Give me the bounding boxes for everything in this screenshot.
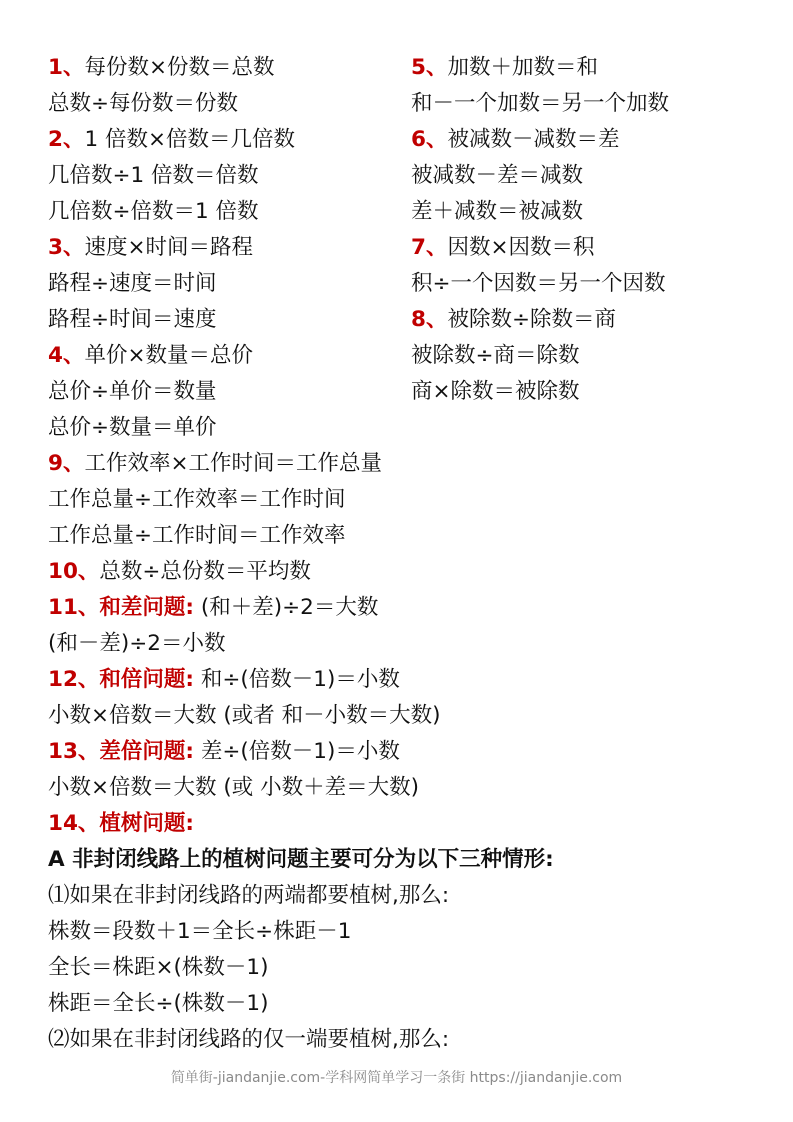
formula-line bbox=[411, 230, 594, 266]
problem-type-label: 植树问题: bbox=[99, 811, 195, 836]
formula-line bbox=[48, 122, 295, 158]
formula-line bbox=[48, 770, 419, 806]
formula-line bbox=[48, 374, 217, 410]
formula-line bbox=[48, 266, 217, 302]
formula-text: 被减数－减数＝差 bbox=[447, 127, 620, 152]
formula-line bbox=[48, 410, 217, 446]
formula-text: 差＋减数＝被减数 bbox=[411, 199, 584, 224]
item-number: 4、 bbox=[48, 343, 85, 368]
formula-line bbox=[48, 914, 351, 950]
formula-text: (和－差)÷2＝小数 bbox=[48, 631, 226, 656]
formula-line bbox=[48, 194, 259, 230]
formula-line bbox=[48, 338, 253, 374]
formula-line bbox=[48, 1022, 449, 1058]
formula-line bbox=[411, 158, 583, 194]
item-number: 12、 bbox=[48, 667, 100, 692]
formula-line bbox=[48, 446, 382, 482]
formula-line bbox=[48, 158, 259, 194]
formula-text: 小数×倍数＝大数 (或者 和－小数＝大数) bbox=[48, 703, 441, 728]
formula-text: 加数＋加数＝和 bbox=[447, 55, 598, 80]
item-number: 1、 bbox=[48, 55, 85, 80]
formula-text: 小数×倍数＝大数 (或 小数＋差＝大数) bbox=[48, 775, 419, 800]
formula-text: 路程÷速度＝时间 bbox=[48, 271, 217, 296]
problem-type-label: 差倍问题: bbox=[99, 739, 195, 764]
formula-text: 几倍数÷1 倍数＝倍数 bbox=[48, 163, 259, 188]
formula-text: 1 倍数×倍数＝几倍数 bbox=[84, 127, 295, 152]
item-number: 5、 bbox=[411, 55, 448, 80]
formula-text: 路程÷时间＝速度 bbox=[48, 307, 217, 332]
formula-text: ⑵如果在非封闭线路的仅一端要植树,那么: bbox=[48, 1027, 450, 1052]
formula-text: 被除数÷除数＝商 bbox=[447, 307, 616, 332]
formula-text: 被除数÷商＝除数 bbox=[411, 343, 580, 368]
formula-line bbox=[48, 518, 346, 554]
item-number: 7、 bbox=[411, 235, 448, 260]
problem-heading bbox=[48, 662, 400, 698]
formula-text: 和－一个加数＝另一个加数 bbox=[411, 91, 670, 116]
item-number: 13、 bbox=[48, 739, 100, 764]
problem-heading bbox=[48, 734, 400, 770]
formula-text: 总价÷数量＝单价 bbox=[48, 415, 217, 440]
formula-line bbox=[411, 194, 583, 230]
formula-text: 总数÷总份数＝平均数 bbox=[99, 559, 311, 584]
formula-text: 商×除数＝被除数 bbox=[411, 379, 580, 404]
formula-line bbox=[48, 878, 449, 914]
formula-text: 株距＝全长÷(株数－1) bbox=[48, 991, 269, 1016]
formula-line bbox=[411, 338, 580, 374]
problem-type-label: 和差问题: bbox=[99, 595, 195, 620]
formula-text: 积÷一个因数＝另一个因数 bbox=[411, 271, 666, 296]
problem-heading bbox=[48, 590, 378, 626]
formula-line bbox=[48, 50, 274, 86]
subheading-text: A 非封闭线路上的植树问题主要可分为以下三种情形: bbox=[48, 847, 554, 872]
formula-text: 速度×时间＝路程 bbox=[84, 235, 253, 260]
page-footer: 简单街-jiandanjie.com-学科网简单学习一条街 https://jiandanjie.com bbox=[170, 1070, 623, 1086]
item-number: 2、 bbox=[48, 127, 85, 152]
item-number: 10、 bbox=[48, 559, 100, 584]
formula-text: 总价÷单价＝数量 bbox=[48, 379, 217, 404]
formula-text: 全长＝株距×(株数－1) bbox=[48, 955, 269, 980]
formula-text: 株数＝段数＋1＝全长÷株距－1 bbox=[48, 919, 352, 944]
formula-line bbox=[411, 266, 666, 302]
formula-line bbox=[411, 50, 598, 86]
formula-text: 工作总量÷工作效率＝工作时间 bbox=[48, 487, 346, 512]
formula-text: 因数×因数＝积 bbox=[447, 235, 595, 260]
formula-text: 单价×数量＝总价 bbox=[84, 343, 253, 368]
formula-line bbox=[48, 302, 217, 338]
item-number: 11、 bbox=[48, 595, 100, 620]
formula-line bbox=[411, 122, 619, 158]
formula-text: 被减数－差＝减数 bbox=[411, 163, 584, 188]
item-number: 14、 bbox=[48, 811, 100, 836]
formula-line bbox=[48, 554, 311, 590]
problem-heading bbox=[48, 806, 194, 842]
formula-line bbox=[48, 698, 440, 734]
formula-text: ⑴如果在非封闭线路的两端都要植树,那么: bbox=[48, 883, 450, 908]
item-number: 8、 bbox=[411, 307, 448, 332]
formula-line bbox=[48, 626, 225, 662]
formula-text: 总数÷每份数＝份数 bbox=[48, 91, 239, 116]
item-number: 9、 bbox=[48, 451, 85, 476]
problem-type-label: 和倍问题: bbox=[99, 667, 195, 692]
section-subheading bbox=[48, 842, 554, 878]
formula-text: 工作效率×工作时间＝工作总量 bbox=[84, 451, 382, 476]
formula-line bbox=[411, 86, 669, 122]
formula-line bbox=[48, 482, 346, 518]
formula-text: 差÷(倍数－1)＝小数 bbox=[194, 739, 400, 764]
formula-line bbox=[48, 986, 268, 1022]
formula-text: (和＋差)÷2＝大数 bbox=[194, 595, 379, 620]
item-number: 6、 bbox=[411, 127, 448, 152]
formula-text: 每份数×份数＝总数 bbox=[84, 55, 275, 80]
formula-text: 和÷(倍数－1)＝小数 bbox=[194, 667, 400, 692]
formula-line bbox=[411, 302, 616, 338]
formula-line bbox=[48, 950, 268, 986]
formula-text: 工作总量÷工作时间＝工作效率 bbox=[48, 523, 346, 548]
formula-line bbox=[48, 86, 238, 122]
formula-line bbox=[48, 230, 253, 266]
item-number: 3、 bbox=[48, 235, 85, 260]
formula-text: 几倍数÷倍数＝1 倍数 bbox=[48, 199, 259, 224]
formula-line bbox=[411, 374, 580, 410]
